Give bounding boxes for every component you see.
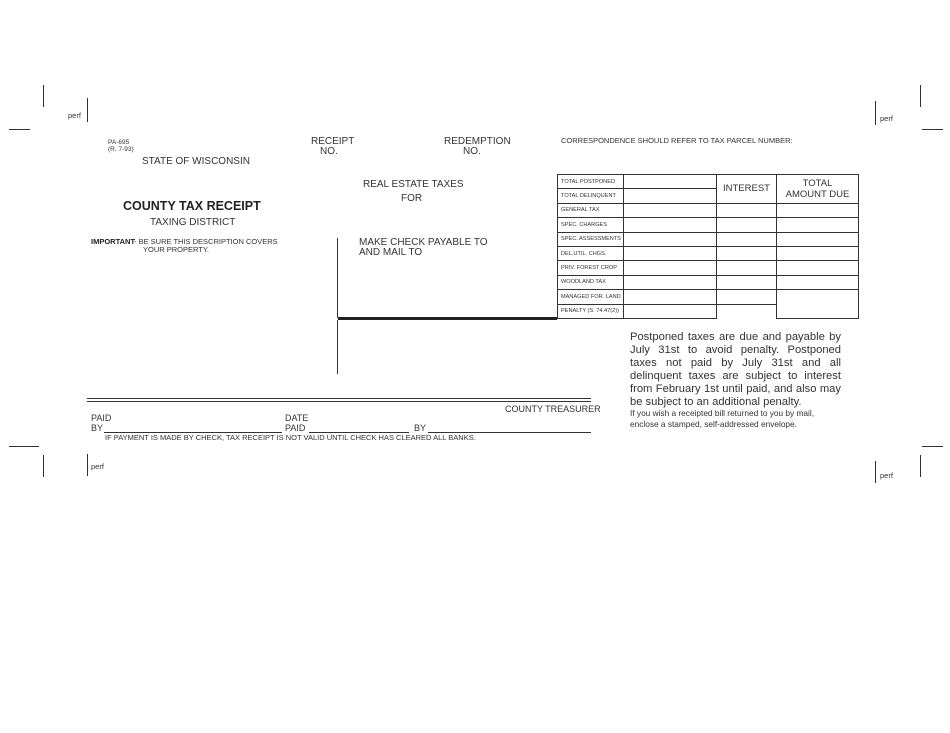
tax-breakdown-table [557, 174, 859, 319]
postponed-taxes-notice: Postponed taxes are due and payable by July 31st to avoid penalty. Postponed taxes not paid by July 31st and all delinquent taxes are subject to interest from February 1st until paid, and also may be subject to an additional penalty. [630, 331, 841, 408]
row-label: PENALTY (S. 74.47(2)) [558, 304, 624, 318]
paid-label: PAID [91, 413, 112, 423]
form-number: PA-695 [108, 139, 130, 146]
interest-cell [717, 304, 777, 318]
amount-cell [624, 232, 717, 246]
crop-mark-top-right-horizontal [922, 129, 943, 130]
receipted-bill-notice: If you wish a receipted bill returned to you by mail, enclose a stamped, self-addressed envelope. [630, 408, 815, 429]
crop-mark-bottom-right-vertical [920, 455, 921, 477]
total-cell [777, 203, 859, 217]
table-row [558, 203, 859, 217]
table-row [558, 275, 859, 289]
perf-mark-bottom-right [875, 461, 876, 483]
table-row [558, 246, 859, 260]
important-text-line-1: - BE SURE THIS DESCRIPTION COVERS [134, 237, 278, 246]
total-header-line-1: TOTAL [802, 177, 833, 189]
table-row [558, 175, 859, 189]
perf-label-top-right: perf [880, 114, 893, 123]
check-payable-line-2: AND MAIL TO [359, 247, 423, 258]
amount-cell [624, 304, 717, 318]
date-paid-label: PAID [285, 423, 306, 433]
interest-header: INTEREST [717, 175, 777, 204]
middle-divider-upper [337, 238, 338, 318]
county-treasurer-label: COUNTY TREASURER [505, 404, 601, 414]
total-header-line-2: AMOUNT DUE [785, 188, 850, 200]
important-label: IMPORTANT [91, 237, 136, 246]
interest-cell [717, 261, 777, 275]
crop-mark-bottom-left-horizontal [9, 446, 39, 447]
total-cell [777, 275, 859, 289]
amount-cell [624, 218, 717, 232]
amount-cell [624, 175, 717, 189]
crop-mark-bottom-right-horizontal [922, 446, 943, 447]
perf-label-top-left: perf [68, 111, 81, 120]
check-clearance-note: IF PAYMENT IS MADE BY CHECK, TAX RECEIPT IS NOT VALID UNTIL CHECK HAS CLEARED ALL BANKS. [105, 433, 476, 442]
interest-cell [717, 218, 777, 232]
interest-cell [717, 232, 777, 246]
row-label: WOODLAND TAX [558, 275, 624, 289]
perf-mark-top-right [875, 101, 876, 125]
state-label: STATE OF WISCONSIN [142, 156, 250, 167]
perf-label-bottom-right: perf [880, 471, 893, 480]
row-label: MANAGED FOR. LAND [558, 290, 624, 304]
crop-mark-top-left-vertical [43, 85, 44, 107]
interest-cell [717, 246, 777, 260]
interest-cell [717, 290, 777, 304]
date-label: DATE [285, 413, 309, 423]
crop-mark-top-left-horizontal [9, 129, 30, 130]
footer-rule-top [87, 398, 591, 399]
check-payable-line-1: MAKE CHECK PAYABLE TO [359, 237, 488, 248]
for-label: FOR [401, 193, 423, 204]
amount-cell [624, 275, 717, 289]
row-label: SPEC. CHARGES [558, 218, 624, 232]
table-row [558, 218, 859, 232]
important-text-line-2: YOUR PROPERTY. [143, 245, 209, 254]
perf-mark-top-left [87, 98, 88, 122]
crop-mark-top-right-vertical [920, 85, 921, 107]
total-amount-header [777, 175, 859, 204]
total-cell [777, 218, 859, 232]
row-label: TOTAL POSTPONED [558, 175, 624, 189]
table-row [558, 232, 859, 246]
row-label: SPEC. ASSESSMENTS [558, 232, 624, 246]
amount-cell [624, 261, 717, 275]
perf-label-bottom-left: perf [91, 462, 104, 471]
form-title: COUNTY TAX RECEIPT [123, 199, 261, 213]
amount-cell [624, 203, 717, 217]
form-revision: (R. 7-93) [108, 146, 134, 153]
receipt-no-label-1: RECEIPT [311, 136, 355, 147]
row-label: DEL.UTIL. CHGS. [558, 246, 624, 260]
redemption-no-label-1: REDEMPTION [444, 136, 511, 147]
correspondence-note: CORRESPONDENCE SHOULD REFER TO TAX PARCEL NUMBER: [561, 136, 793, 145]
footer-rule-second [87, 401, 591, 402]
receipt-no-label-2: NO. [320, 146, 338, 157]
middle-thick-rule [338, 317, 557, 320]
interest-cell [717, 203, 777, 217]
by-label-2: BY [414, 423, 427, 433]
crop-mark-bottom-left-vertical [43, 455, 44, 477]
interest-cell [717, 275, 777, 289]
row-label: PRIV. FOREST CROP [558, 261, 624, 275]
table-row [558, 290, 859, 304]
taxing-district-label: TAXING DISTRICT [150, 217, 236, 228]
total-cell [777, 290, 859, 319]
row-label: GENERAL TAX [558, 203, 624, 217]
row-label: TOTAL DELINQUENT [558, 189, 624, 203]
amount-cell [624, 246, 717, 260]
table-row [558, 261, 859, 275]
total-cell [777, 261, 859, 275]
real-estate-taxes-label: REAL ESTATE TAXES [363, 179, 464, 190]
amount-cell [624, 290, 717, 304]
redemption-no-label-2: NO. [463, 146, 481, 157]
total-cell [777, 232, 859, 246]
perf-mark-bottom-left [87, 454, 88, 476]
by-label: BY [91, 423, 104, 433]
middle-divider-lower [337, 320, 338, 374]
amount-cell [624, 189, 717, 203]
total-cell [777, 246, 859, 260]
